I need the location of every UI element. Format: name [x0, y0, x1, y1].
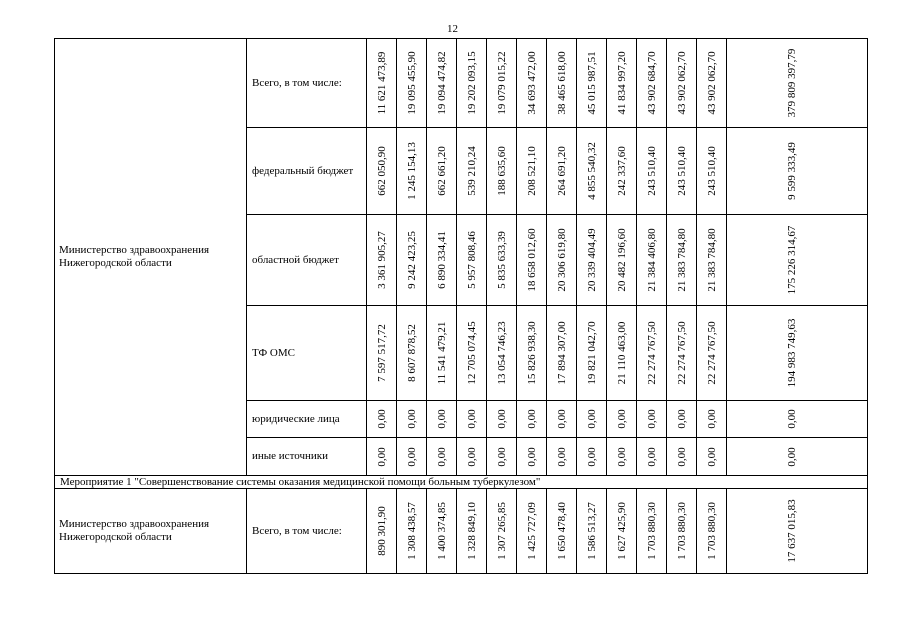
- year-value: 1 650 478,40: [555, 502, 568, 560]
- year-value-cell: [487, 215, 517, 305]
- year-value: 0,00: [495, 409, 508, 429]
- year-value: 243 510,40: [645, 146, 658, 196]
- year-value: 21 384 406,80: [645, 228, 658, 292]
- year-value-cell: [457, 306, 487, 400]
- total-value: 0,00: [786, 446, 798, 467]
- year-value: 19 079 015,22: [495, 51, 508, 115]
- year-value: 7 597 517,72: [375, 324, 388, 382]
- year-value: 45 015 987,51: [585, 51, 598, 115]
- year-value-cell: [517, 215, 547, 305]
- year-value-cell: [607, 128, 637, 214]
- year-value: 0,00: [435, 409, 448, 429]
- year-value: 0,00: [435, 446, 448, 467]
- total-value-cell: [727, 489, 857, 573]
- total-value: 0,00: [786, 409, 798, 429]
- budget-table: [54, 38, 868, 574]
- funding-row: [247, 305, 867, 400]
- year-value-cell: [397, 128, 427, 214]
- year-value-cell: [517, 438, 547, 475]
- year-value-cell: [397, 489, 427, 573]
- organization-cell: Министерство здравоохранения Нижегородской области: [55, 489, 247, 573]
- year-value-cell: [577, 401, 607, 437]
- year-value: 1 307 265,85: [495, 502, 508, 560]
- total-value-cell: [727, 215, 857, 305]
- year-value-cell: [607, 306, 637, 400]
- total-value: 175 226 314,67: [786, 225, 798, 295]
- ministry-group-2: [54, 489, 868, 574]
- total-value-cell: [727, 39, 857, 127]
- funding-source-label: федеральный бюджет: [247, 128, 367, 214]
- year-value-cell: [607, 401, 637, 437]
- year-value-cell: [667, 215, 697, 305]
- year-value-cell: [457, 401, 487, 437]
- year-value: 0,00: [645, 409, 658, 429]
- year-value-cell: [397, 306, 427, 400]
- year-value: 20 339 404,49: [585, 228, 598, 292]
- year-value-cell: [547, 128, 577, 214]
- year-value: 0,00: [585, 446, 598, 467]
- year-value-cell: [667, 401, 697, 437]
- total-value-cell: [727, 128, 857, 214]
- year-value: 17 894 307,00: [555, 321, 568, 385]
- year-value: 19 821 042,70: [585, 321, 598, 385]
- year-value: 22 274 767,50: [645, 321, 658, 385]
- year-value-cell: [637, 401, 667, 437]
- year-value: 890 301,90: [375, 506, 388, 556]
- year-value: 243 510,40: [675, 146, 688, 196]
- year-value: 208 521,10: [525, 146, 538, 196]
- funding-row: [247, 39, 867, 127]
- year-value-cell: [457, 438, 487, 475]
- year-value: 1 400 374,85: [435, 502, 448, 560]
- year-value: 662 050,90: [375, 146, 388, 196]
- year-value-cell: [367, 438, 397, 475]
- year-value: 243 510,40: [705, 146, 718, 196]
- year-value: 1 703 880,30: [645, 502, 658, 560]
- year-value-cell: [667, 39, 697, 127]
- year-value-cell: [517, 489, 547, 573]
- year-value: 20 306 619,80: [555, 228, 568, 292]
- year-value-cell: [607, 39, 637, 127]
- funding-source-label: ТФ ОМС: [247, 306, 367, 400]
- year-value-cell: [457, 215, 487, 305]
- year-value-cell: [637, 128, 667, 214]
- year-value: 21 383 784,80: [675, 228, 688, 292]
- year-value-cell: [667, 128, 697, 214]
- year-value-cell: [697, 215, 727, 305]
- year-value-cell: [487, 438, 517, 475]
- year-value-cell: [577, 489, 607, 573]
- year-value-cell: [457, 128, 487, 214]
- year-value-cell: [367, 39, 397, 127]
- year-value: 0,00: [375, 446, 388, 467]
- year-value: 0,00: [615, 446, 628, 467]
- year-value-cell: [547, 438, 577, 475]
- year-value-cell: [457, 39, 487, 127]
- year-value-cell: [397, 438, 427, 475]
- year-value: 13 054 746,23: [495, 321, 508, 385]
- year-value: 1 425 727,09: [525, 502, 538, 560]
- funding-source-label: Всего, в том числе:: [247, 39, 367, 127]
- organization-cell: Министерство здравоохранения Нижегородской области: [55, 39, 247, 475]
- total-value: 9 599 333,49: [786, 142, 798, 200]
- year-value: 0,00: [675, 409, 688, 429]
- year-value-cell: [547, 306, 577, 400]
- year-value: 0,00: [405, 409, 418, 429]
- year-value: 19 095 455,90: [405, 51, 418, 115]
- year-value: 11 621 473,89: [375, 51, 388, 115]
- funding-rows: [247, 489, 867, 573]
- year-value-cell: [427, 489, 457, 573]
- funding-row: [247, 214, 867, 305]
- year-value: 34 693 472,00: [525, 51, 538, 115]
- year-value-cell: [697, 39, 727, 127]
- year-value: 43 902 062,70: [705, 51, 718, 115]
- year-value-cell: [637, 489, 667, 573]
- ministry-group-1: [54, 38, 868, 476]
- year-value: 0,00: [705, 409, 718, 429]
- year-value: 0,00: [375, 409, 388, 429]
- year-value-cell: [577, 438, 607, 475]
- funding-row: [247, 400, 867, 437]
- year-value-cell: [697, 128, 727, 214]
- year-value-cell: [547, 215, 577, 305]
- year-value: 0,00: [615, 409, 628, 429]
- year-value-cell: [577, 306, 607, 400]
- total-value-cell: [727, 401, 857, 437]
- year-value: 539 210,24: [465, 146, 478, 196]
- year-value: 264 691,20: [555, 146, 568, 196]
- year-value: 38 465 618,00: [555, 51, 568, 115]
- total-value-cell: [727, 306, 857, 400]
- year-value: 4 855 540,32: [585, 142, 598, 200]
- year-value-cell: [427, 128, 457, 214]
- funding-source-label: Всего, в том числе:: [247, 489, 367, 573]
- year-value-cell: [427, 215, 457, 305]
- year-value-cell: [517, 128, 547, 214]
- year-value-cell: [547, 39, 577, 127]
- year-value-cell: [487, 306, 517, 400]
- funding-rows: [247, 39, 867, 475]
- year-value: 18 658 012,60: [525, 228, 538, 292]
- year-value-cell: [397, 215, 427, 305]
- year-value-cell: [667, 438, 697, 475]
- year-value-cell: [397, 401, 427, 437]
- funding-row: [247, 489, 867, 573]
- year-value: 11 541 479,21: [435, 321, 448, 385]
- year-value-cell: [397, 39, 427, 127]
- year-value-cell: [487, 489, 517, 573]
- year-value: 8 607 878,52: [405, 324, 418, 382]
- year-value: 0,00: [525, 446, 538, 467]
- year-value: 0,00: [555, 409, 568, 429]
- year-value: 1 245 154,13: [405, 142, 418, 200]
- year-value: 0,00: [585, 409, 598, 429]
- year-value: 0,00: [465, 409, 478, 429]
- year-value-cell: [517, 306, 547, 400]
- year-value-cell: [577, 128, 607, 214]
- funding-row: [247, 127, 867, 214]
- total-value-cell: [727, 438, 857, 475]
- funding-source-label: иные источники: [247, 438, 367, 475]
- year-value-cell: [367, 401, 397, 437]
- measure-1-title: Мероприятие 1 "Совершенствование системы оказания медицинской помощи больным туберкулезом": [54, 476, 868, 489]
- year-value-cell: [427, 401, 457, 437]
- year-value-cell: [517, 39, 547, 127]
- year-value-cell: [487, 128, 517, 214]
- year-value: 3 361 905,27: [375, 231, 388, 289]
- year-value-cell: [427, 306, 457, 400]
- year-value-cell: [517, 401, 547, 437]
- year-value-cell: [577, 39, 607, 127]
- year-value: 19 202 093,15: [465, 51, 478, 115]
- year-value: 1 328 849,10: [465, 502, 478, 560]
- year-value: 43 902 684,70: [645, 51, 658, 115]
- year-value-cell: [607, 438, 637, 475]
- year-value: 1 586 513,27: [585, 502, 598, 560]
- year-value: 9 242 423,25: [405, 231, 418, 289]
- year-value: 20 482 196,60: [615, 228, 628, 292]
- year-value: 41 834 997,20: [615, 51, 628, 115]
- year-value-cell: [667, 489, 697, 573]
- year-value-cell: [367, 489, 397, 573]
- total-value: 17 637 015,83: [786, 499, 798, 563]
- year-value-cell: [487, 39, 517, 127]
- year-value: 22 274 767,50: [705, 321, 718, 385]
- year-value-cell: [697, 306, 727, 400]
- funding-source-label: областной бюджет: [247, 215, 367, 305]
- year-value-cell: [427, 438, 457, 475]
- funding-row: [247, 437, 867, 475]
- year-value: 662 661,20: [435, 146, 448, 196]
- year-value: 1 703 880,30: [705, 502, 718, 560]
- page-number: 12: [447, 23, 458, 35]
- year-value-cell: [697, 489, 727, 573]
- year-value-cell: [547, 401, 577, 437]
- funding-source-label: юридические лица: [247, 401, 367, 437]
- year-value: 1 627 425,90: [615, 502, 628, 560]
- year-value: 21 110 463,00: [615, 321, 628, 385]
- year-value: 1 703 880,30: [675, 502, 688, 560]
- year-value-cell: [547, 489, 577, 573]
- year-value: 12 705 074,45: [465, 321, 478, 385]
- year-value-cell: [637, 306, 667, 400]
- year-value: 0,00: [495, 446, 508, 467]
- year-value: 242 337,60: [615, 146, 628, 196]
- year-value-cell: [697, 438, 727, 475]
- year-value: 0,00: [405, 446, 418, 467]
- year-value-cell: [607, 489, 637, 573]
- year-value-cell: [367, 306, 397, 400]
- year-value: 0,00: [525, 409, 538, 429]
- year-value-cell: [457, 489, 487, 573]
- year-value: 5 835 633,39: [495, 231, 508, 289]
- year-value: 0,00: [555, 446, 568, 467]
- year-value-cell: [487, 401, 517, 437]
- year-value-cell: [607, 215, 637, 305]
- year-value: 5 957 808,46: [465, 231, 478, 289]
- year-value-cell: [637, 438, 667, 475]
- year-value: 0,00: [645, 446, 658, 467]
- total-value: 194 983 749,63: [786, 318, 798, 388]
- year-value: 21 383 784,80: [705, 228, 718, 292]
- year-value: 0,00: [675, 446, 688, 467]
- year-value: 19 094 474,82: [435, 51, 448, 115]
- year-value: 188 635,60: [495, 146, 508, 196]
- year-value-cell: [367, 128, 397, 214]
- year-value-cell: [697, 401, 727, 437]
- year-value-cell: [427, 39, 457, 127]
- year-value: 15 826 938,30: [525, 321, 538, 385]
- year-value-cell: [667, 306, 697, 400]
- year-value: 0,00: [465, 446, 478, 467]
- year-value-cell: [637, 39, 667, 127]
- year-value: 0,00: [705, 446, 718, 467]
- year-value-cell: [367, 215, 397, 305]
- year-value: 6 890 334,41: [435, 231, 448, 289]
- year-value: 22 274 767,50: [675, 321, 688, 385]
- year-value: 1 308 438,57: [405, 502, 418, 560]
- year-value: 43 902 062,70: [675, 51, 688, 115]
- total-value: 379 809 397,79: [786, 48, 798, 118]
- year-value-cell: [577, 215, 607, 305]
- year-value-cell: [637, 215, 667, 305]
